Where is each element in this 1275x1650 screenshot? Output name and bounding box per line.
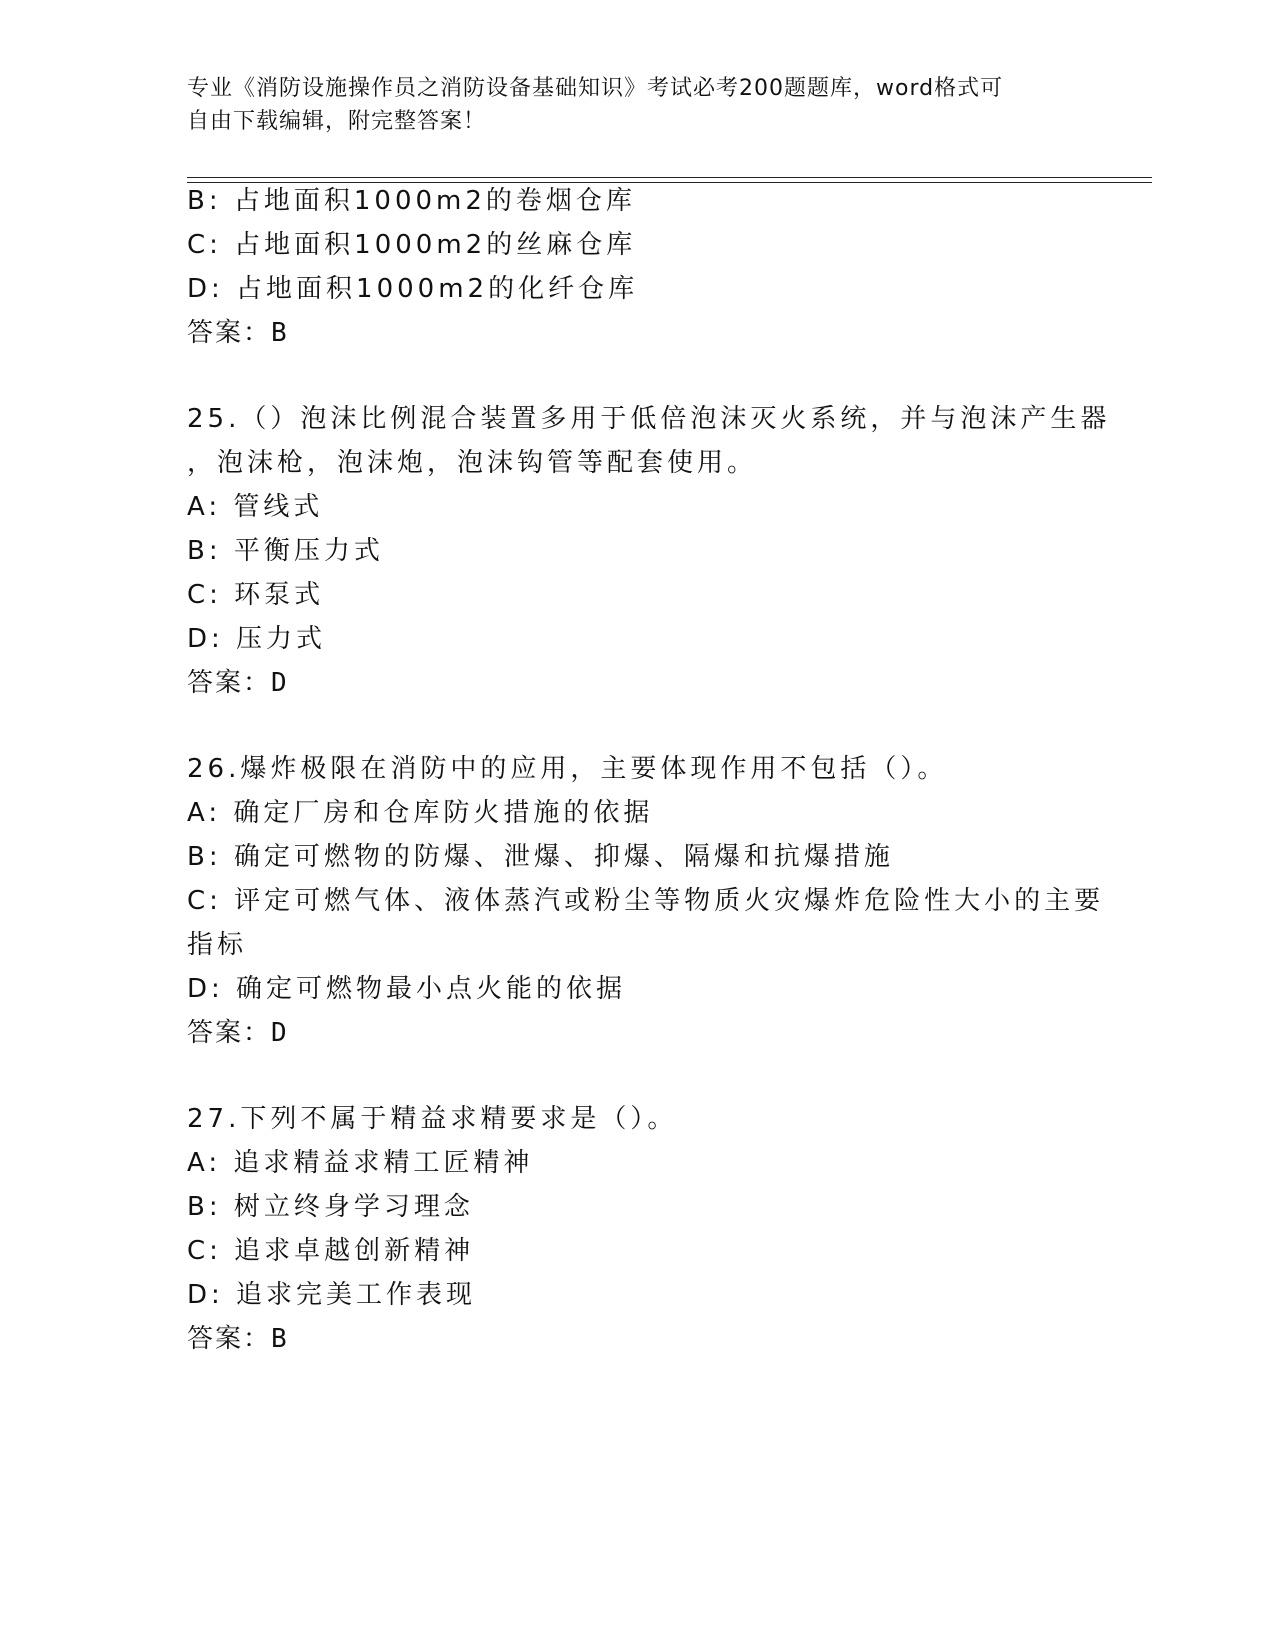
- q26-option-c-line-2: 指标: [187, 930, 248, 960]
- header-line-1: 专业《消防设施操作员之消防设备基础知识》考试必考200题题库，word格式可: [187, 76, 1004, 101]
- q27-answer-label: 答案：: [187, 1324, 272, 1354]
- q25-option-a: A: 管线式: [187, 492, 324, 522]
- q26-option-b: B: 确定可燃物的防爆、泄爆、抑爆、隔爆和抗爆措施: [187, 842, 894, 872]
- q25-option-d: D: 压力式: [187, 624, 327, 654]
- q24-option-d: D: 占地面积1000m2的化纤仓库: [187, 274, 639, 304]
- q27-answer-value: B: [271, 1324, 287, 1354]
- q27-answer: [187, 1322, 287, 1356]
- q27-stem: 27.下列不属于精益求精要求是（）。: [187, 1104, 678, 1134]
- q25-option-b: B: 平衡压力式: [187, 536, 384, 566]
- q26-option-a: A: 确定厂房和仓库防火措施的依据: [187, 798, 654, 828]
- q26-option-c-line-1: C: 评定可燃气体、液体蒸汽或粉尘等物质火灾爆炸危险性大小的主要: [187, 886, 1105, 916]
- q26-answer-value: D: [271, 1018, 287, 1048]
- q27-option-d: D: 追求完美工作表现: [187, 1280, 477, 1310]
- q24-option-c: C: 占地面积1000m2的丝麻仓库: [187, 230, 637, 260]
- q24-option-b: B: 占地面积1000m2的卷烟仓库: [187, 186, 636, 216]
- q25-answer-value: D: [271, 668, 287, 698]
- q27-option-c: C: 追求卓越创新精神: [187, 1236, 475, 1266]
- q26-answer: [187, 1016, 287, 1050]
- q25-stem-line-2: ，泡沫枪，泡沫炮，泡沫钩管等配套使用。: [187, 448, 758, 478]
- q26-stem: 26.爆炸极限在消防中的应用，主要体现作用不包括（）。: [187, 754, 948, 784]
- q26-answer-label: 答案：: [187, 1018, 272, 1048]
- q27-option-a: A: 追求精益求精工匠精神: [187, 1148, 534, 1178]
- q25-stem-line-1: 25.（）泡沫比例混合装置多用于低倍泡沫灭火系统，并与泡沫产生器: [187, 404, 1111, 434]
- q24-answer: [187, 316, 287, 350]
- header-divider-bottom: [187, 182, 1152, 183]
- q25-answer: [187, 666, 287, 700]
- q24-answer-label: 答案：: [187, 318, 272, 348]
- document-header: [187, 72, 1067, 138]
- q26-option-d: D: 确定可燃物最小点火能的依据: [187, 974, 627, 1004]
- header-divider-top: [187, 177, 1152, 178]
- header-line-2: 自由下载编辑，附完整答案！: [187, 109, 487, 134]
- q24-answer-value: B: [271, 318, 287, 348]
- q25-answer-label: 答案：: [187, 668, 272, 698]
- q27-option-b: B: 树立终身学习理念: [187, 1192, 474, 1222]
- q25-option-c: C: 环泵式: [187, 580, 325, 610]
